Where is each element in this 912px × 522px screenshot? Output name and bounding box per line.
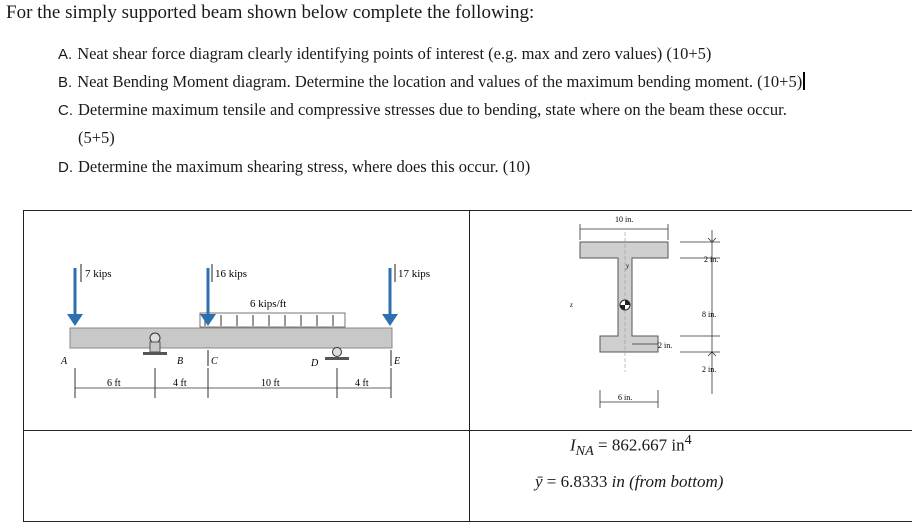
question-item-c-cont — [78, 128, 115, 148]
item-label: A. — [58, 46, 73, 63]
i-value: = 862.667 in — [593, 435, 685, 455]
text-cursor — [803, 72, 805, 90]
beam-body — [70, 328, 392, 348]
point-label-a: A — [61, 356, 68, 367]
item-label: B. — [58, 74, 73, 91]
i-subscript: NA — [575, 443, 594, 460]
dimension-bc: 4 ft — [173, 378, 187, 389]
axis-y-label: y — [626, 262, 630, 270]
empty-cell — [23, 430, 470, 522]
item-label: C. — [58, 102, 73, 119]
question-intro: For the simply supported beam shown below complete the following: — [6, 2, 535, 23]
item-label: D. — [58, 159, 73, 176]
distributed-load-box — [200, 313, 345, 327]
item-text: Determine the maximum shearing stress, where does this occur. (10) — [78, 157, 531, 176]
item-text: Neat shear force diagram clearly identifying points of interest (e.g. max and zero values) (10+5) — [77, 44, 712, 63]
top-flange-thickness-label: 2 in. — [704, 255, 719, 264]
load-arrowhead-a — [67, 314, 83, 326]
point-label-d: D — [311, 358, 319, 369]
load-label-a: 7 kips — [85, 268, 112, 280]
question-item-a — [58, 44, 711, 64]
bottom-width-label: 6 in. — [618, 393, 633, 402]
centroid-location — [535, 472, 723, 492]
i-section-shape — [580, 242, 668, 352]
question-item-d — [58, 157, 530, 177]
dimension-ab: 6 ft — [107, 378, 121, 389]
question-item-c — [58, 100, 787, 120]
roller-support-d — [325, 348, 349, 361]
item-text: (5+5) — [78, 128, 115, 147]
ybar-symbol: ȳ — [535, 472, 543, 491]
cross-section-diagram — [560, 212, 760, 412]
i-exponent: 4 — [684, 432, 692, 448]
distributed-load-label: 6 kips/ft — [250, 298, 287, 310]
item-text: Determine maximum tensile and compressive stresses due to bending, state where on the beam these occur. — [78, 100, 787, 119]
dimension-de: 4 ft — [355, 378, 369, 389]
load-arrowhead-e — [382, 314, 398, 326]
web-thickness-label: 2 in. — [658, 341, 673, 350]
flange-width-label: 10 in. — [615, 215, 634, 224]
load-label-c: 16 kips — [215, 268, 248, 280]
i-symbol: I — [570, 435, 576, 455]
ybar-value: = 6.8333 — [542, 472, 612, 491]
axis-z-label: z — [570, 301, 573, 309]
point-label-e: E — [394, 356, 401, 367]
moment-of-inertia — [570, 432, 692, 460]
dimension-cd: 10 ft — [261, 378, 280, 389]
ybar-unit: in (from bottom) — [611, 472, 724, 491]
beam-diagram — [55, 240, 445, 410]
web-height-label: 8 in. — [702, 310, 717, 319]
load-label-e: 17 kips — [398, 268, 431, 280]
question-item-b — [58, 72, 805, 92]
item-text: Neat Bending Moment diagram. Determine the location and values of the maximum bending moment. (10+5) — [77, 72, 803, 91]
bottom-flange-thickness-label: 2 in. — [702, 365, 717, 374]
point-label-b: B — [177, 356, 184, 367]
point-label-c: C — [211, 356, 218, 367]
